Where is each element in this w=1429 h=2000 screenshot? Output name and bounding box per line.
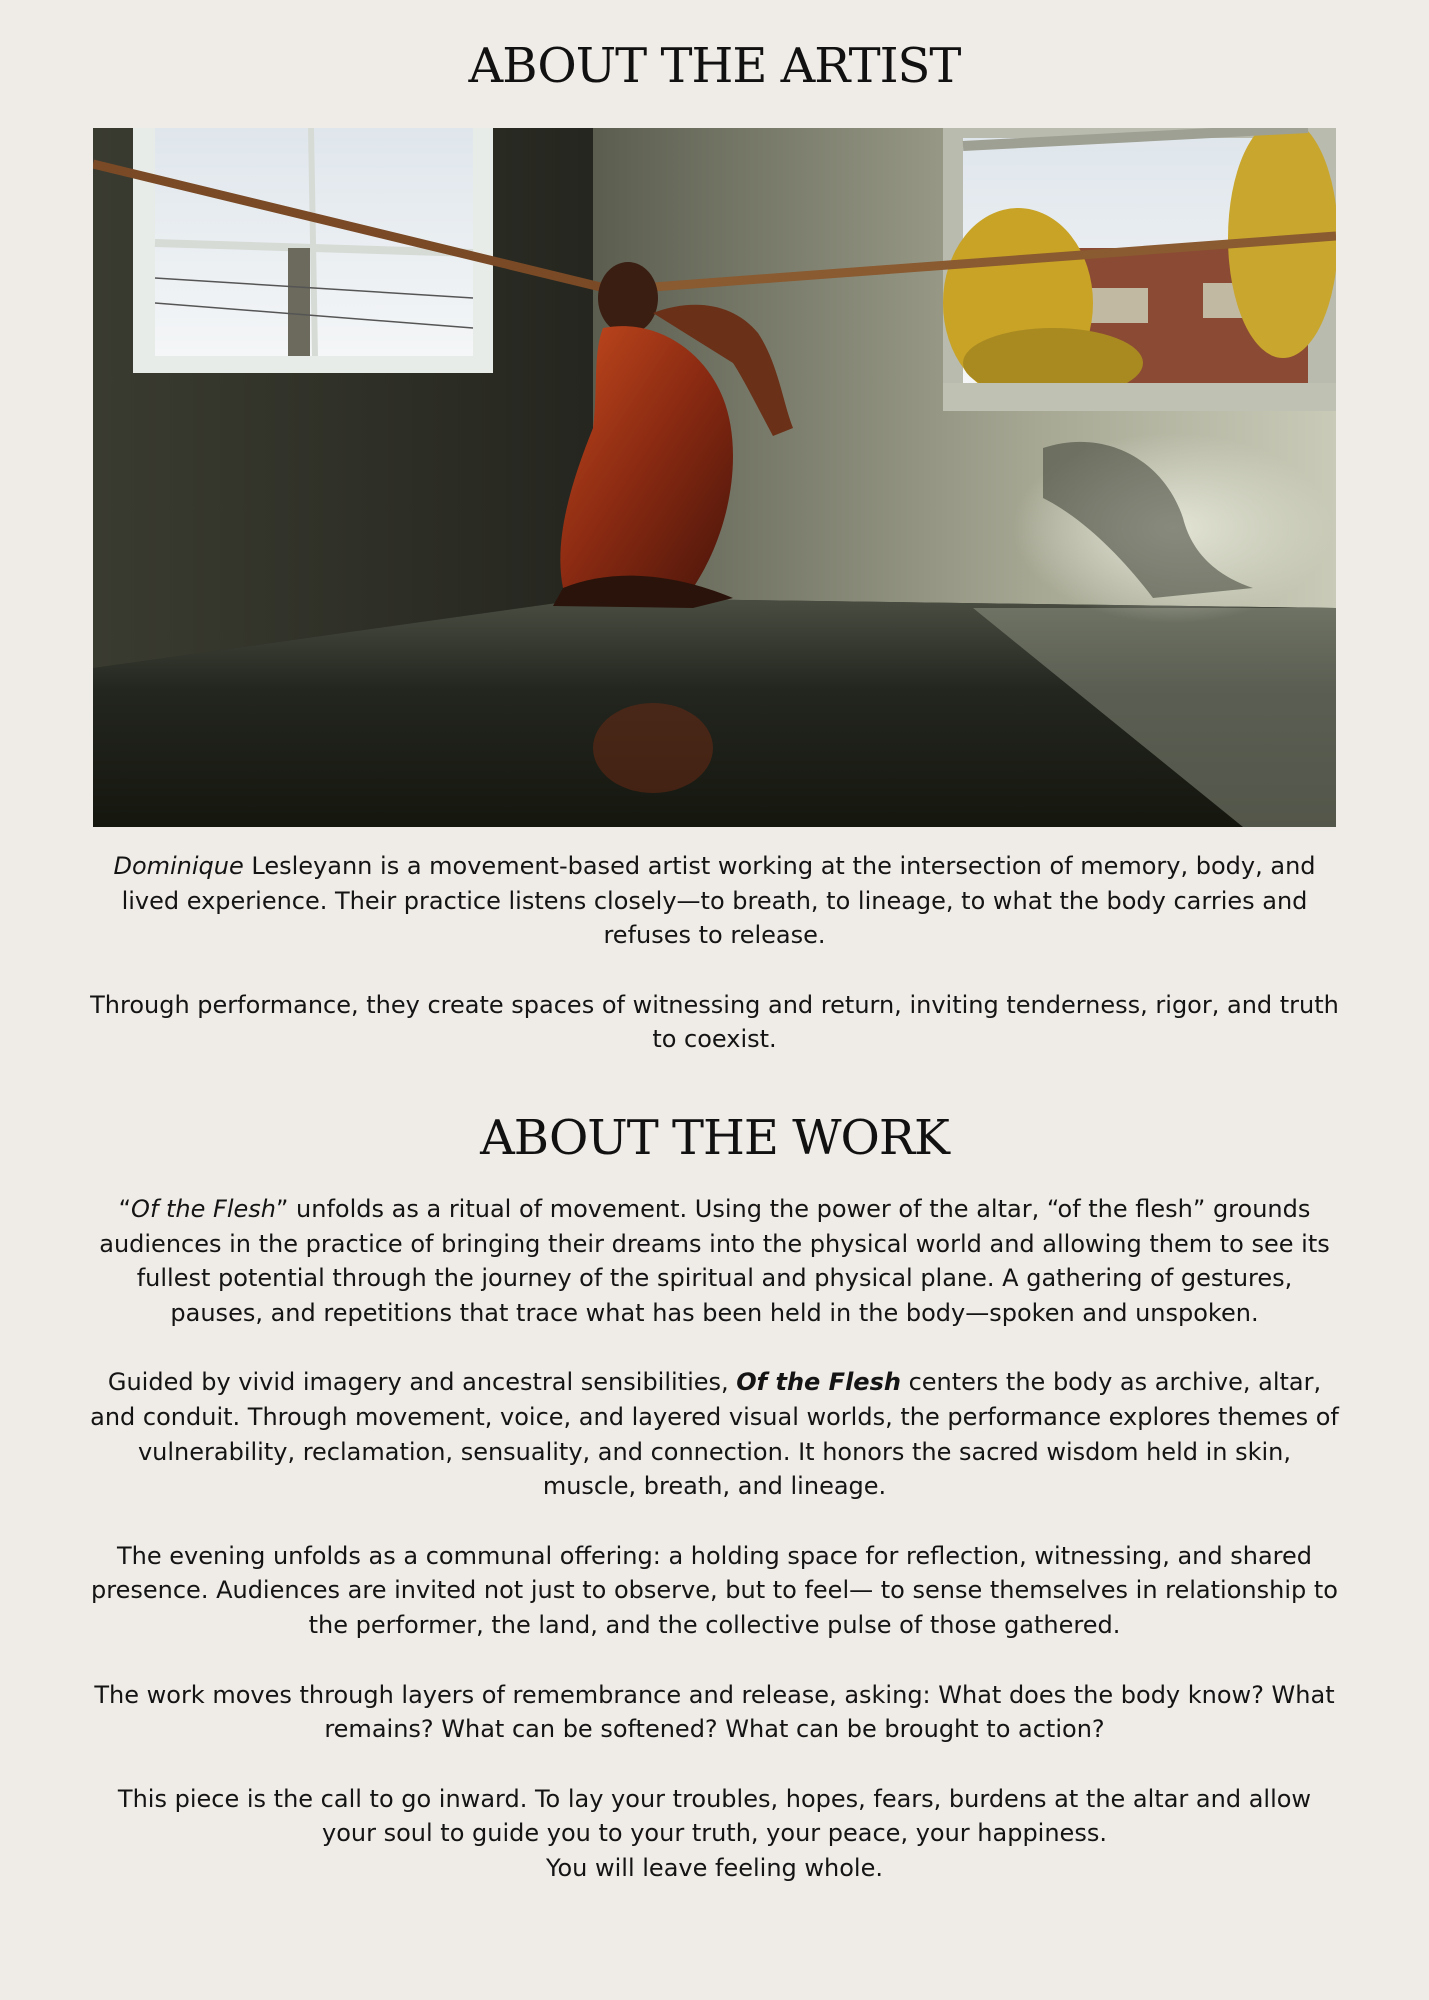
artist-bio <box>88 849 1341 1057</box>
work-title-bold-italic: Of the Flesh <box>736 1368 901 1397</box>
about-the-work-heading: ABOUT THE WORK <box>480 1110 949 1166</box>
work-open-quote: “ <box>118 1195 132 1223</box>
work-paragraph-4: The work moves through layers of remembrance and release, asking: What does the body know? What remains? What can be softened? What can be brought to action? <box>94 1680 1335 1744</box>
artist-first-name: Dominique <box>113 852 244 880</box>
artist-bio-paragraph-2: Through performance, they create spaces of witnessing and return, inviting tenderness, rigor, and truth to coexist. <box>90 990 1339 1054</box>
artist-bio-paragraph-1 <box>88 849 1341 953</box>
work-paragraph-1-text: ” unfolds as a ritual of movement. Using the power of the altar, “of the flesh” grounds audiences in the practice of bringing their dreams into the physical world and allowing them to see its fullest potential through the journey of the spiritual and physical plane. A gathering of gestures, pauses, and repetitions that trace what has been held in the body—spoken and unspoken. <box>99 1195 1330 1327</box>
work-title-italic: Of the Flesh <box>131 1195 276 1223</box>
work-description <box>88 1192 1341 1886</box>
work-paragraph-1 <box>88 1192 1341 1330</box>
work-paragraph-5-line-1: This piece is the call to go inward. To lay your troubles, hopes, fears, burdens at the altar and allow your soul to guide you to your truth, your peace, your happiness. <box>117 1784 1312 1848</box>
work-paragraph-5-line-2: You will leave feeling whole. <box>546 1853 883 1882</box>
artist-photo <box>93 128 1336 827</box>
work-paragraph-2-text: centers the body as archive, altar, and conduit. Through movement, voice, and layered visual worlds, the performance explores themes of vulnerability, reclamation, sensuality, and connection. It honors the sacred wisdom held in skin, muscle, breath, and lineage. <box>90 1368 1339 1501</box>
work-paragraph-5 <box>88 1782 1341 1886</box>
work-paragraph-2-start: Guided by vivid imagery and ancestral sensibilities, <box>107 1368 737 1397</box>
work-paragraph-2 <box>88 1365 1341 1503</box>
about-the-artist-heading: ABOUT THE ARTIST <box>468 38 961 94</box>
work-paragraph-3: The evening unfolds as a communal offering: a holding space for reflection, witnessing, and shared presence. Audiences are invited not just to observe, but to feel— to sense themselves in relationship to the performer, the land, and the collective pulse of those gathered. <box>91 1541 1338 1639</box>
artist-bio-paragraph-1-text: Lesleyann is a movement-based artist working at the intersection of memory, body, and lived experience. Their practice listens closely—to breath, to lineage, to what the body carries and refuses to release. <box>121 852 1316 950</box>
